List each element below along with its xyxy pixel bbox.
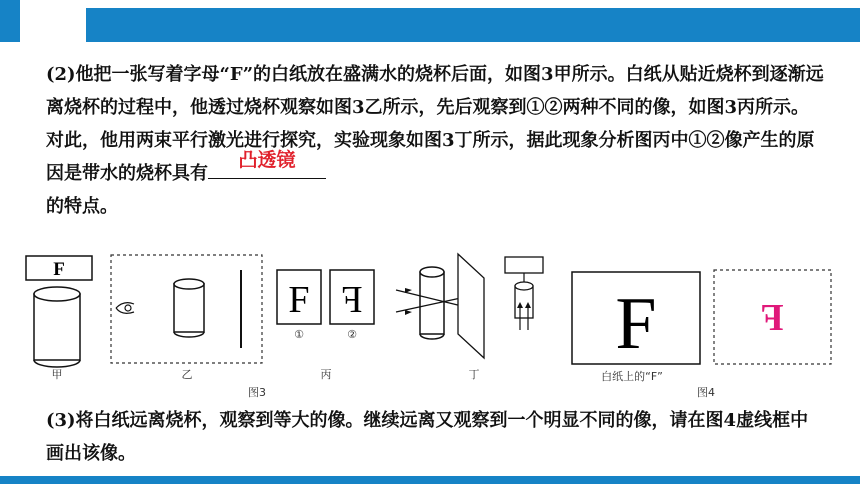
- figure-4-paper-caption: 白纸上的“F”: [601, 370, 663, 383]
- label-bing: 丙: [320, 368, 332, 381]
- image-1-number: ①: [294, 328, 304, 341]
- question-2-text-after: 的特点。: [46, 196, 118, 217]
- figure-3-jia: [26, 256, 92, 381]
- figure-3-and-4: [0, 248, 860, 398]
- question-part-3: [46, 404, 826, 470]
- figure-3-caption: 图3: [248, 386, 266, 398]
- question-2-text: (2)他把一张写着字母“F”的白纸放在盛满水的烧杯后面，如图3甲所示。白纸从贴近烧杯到逐渐远离烧杯的过程中，他透过烧杯观察如图3乙所示，先后观察到①②两种不同的像，如图3丙所示。对此，他用两束平行激光进行探究，实验现象如图3丁所示，据此现象分析图丙中①②像产生的原因是带水的烧杯具有: [46, 64, 824, 184]
- paper-letter-f: F: [53, 259, 65, 280]
- figure-3-bing: [277, 270, 374, 381]
- paper-big-letter-f: F: [615, 283, 657, 365]
- figures-row: [0, 248, 860, 398]
- footer-bar: [0, 476, 860, 484]
- answer-mirrored-letter: F: [760, 297, 784, 339]
- question-3-text: (3)将白纸远离烧杯，观察到等大的像。继续远离又观察到一个明显不同的像，请在图4虚线框中画出该像。: [46, 410, 809, 464]
- image-1-letter: F: [288, 279, 310, 321]
- label-ding: 丁: [468, 368, 480, 381]
- label-yi: 乙: [181, 368, 193, 381]
- label-jia: 甲: [51, 368, 63, 381]
- answer-blank: [208, 149, 326, 179]
- figure-4-caption: 图4: [697, 386, 715, 398]
- image-2-letter-mirrored: F: [341, 279, 363, 321]
- image-2-number: ②: [347, 328, 357, 341]
- header-bar: [86, 8, 860, 42]
- question-part-2: [46, 58, 826, 223]
- answer-convex-lens: 凸透镜: [238, 149, 296, 171]
- header-accent-square: [0, 0, 20, 42]
- figure-4: [572, 270, 831, 398]
- figure-3-yi: [111, 255, 262, 381]
